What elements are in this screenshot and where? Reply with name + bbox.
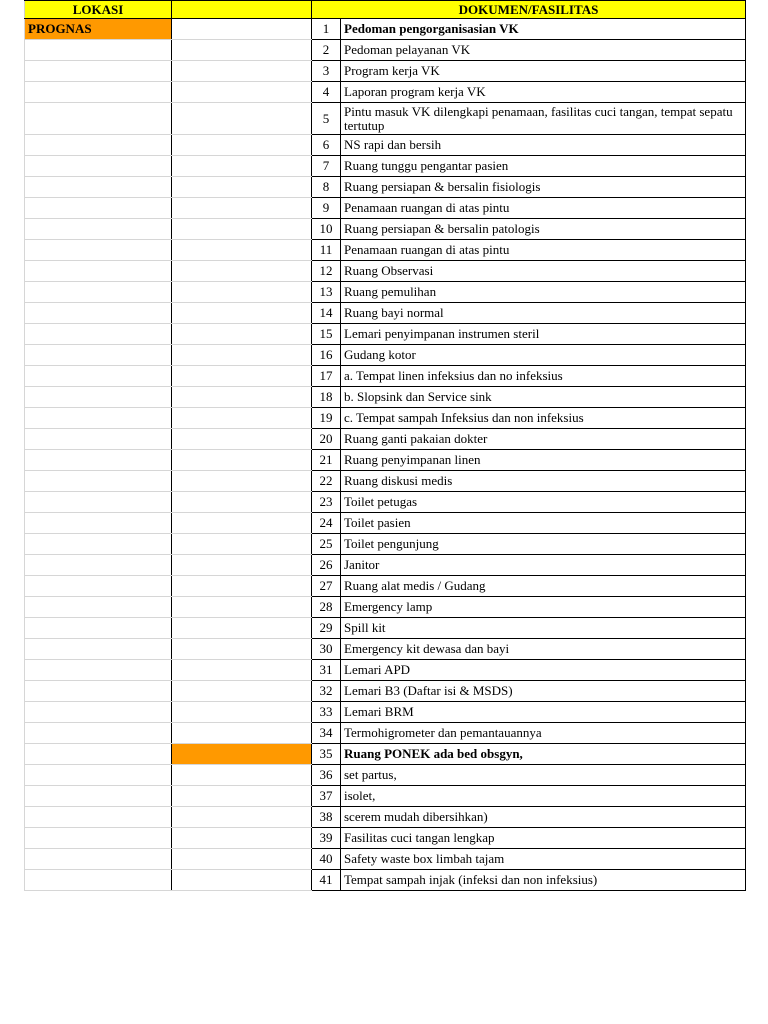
table-row — [25, 702, 746, 723]
facility-checklist-table — [24, 0, 746, 891]
cell-blank[interactable] — [172, 555, 312, 576]
cell-lokasi[interactable] — [25, 61, 172, 82]
cell-blank[interactable] — [172, 576, 312, 597]
table-row — [25, 744, 746, 765]
cell-dokumen[interactable]: Tempat sampah injak (infeksi dan non infeksius) — [341, 870, 746, 891]
cell-dokumen[interactable]: Pedoman pengorganisasian VK — [341, 19, 746, 40]
cell-blank[interactable] — [172, 408, 312, 429]
table-row — [25, 198, 746, 219]
cell-lokasi[interactable] — [25, 198, 172, 219]
cell-dokumen[interactable]: Ruang diskusi medis — [341, 471, 746, 492]
header-row — [25, 1, 746, 19]
cell-dokumen[interactable]: Pintu masuk VK dilengkapi penamaan, fasilitas cuci tangan, tempat sepatu tertutup — [341, 103, 746, 135]
table-row — [25, 40, 746, 61]
cell-blank[interactable] — [172, 19, 312, 40]
cell-blank[interactable] — [172, 450, 312, 471]
cell-lokasi[interactable] — [25, 744, 172, 765]
cell-lokasi[interactable] — [25, 492, 172, 513]
spreadsheet — [24, 0, 745, 891]
table-row — [25, 408, 746, 429]
table-row — [25, 219, 746, 240]
cell-dokumen[interactable]: scerem mudah dibersihkan) — [341, 807, 746, 828]
table-row — [25, 135, 746, 156]
cell-blank[interactable] — [172, 807, 312, 828]
cell-blank[interactable] — [172, 786, 312, 807]
cell-dokumen[interactable]: Termohigrometer dan pemantauannya — [341, 723, 746, 744]
cell-dokumen[interactable]: Toilet petugas — [341, 492, 746, 513]
cell-blank[interactable] — [172, 660, 312, 681]
cell-lokasi[interactable] — [25, 849, 172, 870]
cell-dokumen[interactable]: Penamaan ruangan di atas pintu — [341, 240, 746, 261]
cell-number[interactable]: 18 — [312, 387, 341, 408]
cell-dokumen[interactable]: Ruang tunggu pengantar pasien — [341, 156, 746, 177]
cell-number[interactable]: 29 — [312, 618, 341, 639]
table-row — [25, 303, 746, 324]
table-row — [25, 82, 746, 103]
cell-number[interactable]: 30 — [312, 639, 341, 660]
cell-lokasi[interactable] — [25, 429, 172, 450]
cell-dokumen[interactable]: Emergency kit dewasa dan bayi — [341, 639, 746, 660]
cell-blank[interactable] — [172, 82, 312, 103]
cell-number[interactable]: 3 — [312, 61, 341, 82]
cell-number[interactable]: 23 — [312, 492, 341, 513]
cell-lokasi[interactable] — [25, 40, 172, 61]
cell-dokumen[interactable]: Lemari BRM — [341, 702, 746, 723]
cell-blank[interactable] — [172, 681, 312, 702]
cell-dokumen[interactable]: Ruang alat medis / Gudang — [341, 576, 746, 597]
cell-blank[interactable] — [172, 828, 312, 849]
cell-blank[interactable] — [172, 849, 312, 870]
cell-blank[interactable] — [172, 324, 312, 345]
cell-dokumen[interactable]: Lemari APD — [341, 660, 746, 681]
cell-blank[interactable] — [172, 61, 312, 82]
cell-blank[interactable] — [172, 765, 312, 786]
cell-lokasi[interactable] — [25, 366, 172, 387]
cell-number[interactable]: 25 — [312, 534, 341, 555]
cell-blank[interactable] — [172, 303, 312, 324]
cell-lokasi[interactable] — [25, 765, 172, 786]
cell-blank[interactable] — [172, 135, 312, 156]
cell-lokasi[interactable] — [25, 471, 172, 492]
cell-number[interactable]: 12 — [312, 261, 341, 282]
cell-number[interactable]: 14 — [312, 303, 341, 324]
table-row — [25, 19, 746, 40]
cell-blank[interactable] — [172, 387, 312, 408]
cell-number[interactable]: 40 — [312, 849, 341, 870]
cell-blank[interactable] — [172, 219, 312, 240]
cell-dokumen[interactable]: Gudang kotor — [341, 345, 746, 366]
cell-number[interactable]: 6 — [312, 135, 341, 156]
cell-dokumen[interactable]: Ruang pemulihan — [341, 282, 746, 303]
cell-lokasi[interactable] — [25, 723, 172, 744]
cell-lokasi[interactable] — [25, 82, 172, 103]
table-row — [25, 639, 746, 660]
cell-lokasi[interactable] — [25, 240, 172, 261]
cell-number[interactable]: 27 — [312, 576, 341, 597]
table-row — [25, 61, 746, 82]
table-row — [25, 513, 746, 534]
cell-lokasi[interactable] — [25, 555, 172, 576]
cell-blank[interactable] — [172, 240, 312, 261]
cell-dokumen[interactable]: Fasilitas cuci tangan lengkap — [341, 828, 746, 849]
cell-blank[interactable] — [172, 177, 312, 198]
cell-blank[interactable] — [172, 702, 312, 723]
table-row — [25, 828, 746, 849]
cell-dokumen[interactable]: c. Tempat sampah Infeksius dan non infeksius — [341, 408, 746, 429]
table-row — [25, 156, 746, 177]
cell-number[interactable]: 2 — [312, 40, 341, 61]
cell-dokumen[interactable]: Pedoman pelayanan VK — [341, 40, 746, 61]
cell-lokasi[interactable] — [25, 618, 172, 639]
table-row — [25, 177, 746, 198]
cell-lokasi[interactable] — [25, 282, 172, 303]
cell-blank[interactable] — [172, 870, 312, 891]
cell-lokasi[interactable] — [25, 513, 172, 534]
cell-number[interactable]: 32 — [312, 681, 341, 702]
cell-blank[interactable] — [172, 345, 312, 366]
cell-number[interactable]: 19 — [312, 408, 341, 429]
table-row — [25, 261, 746, 282]
cell-blank[interactable] — [172, 282, 312, 303]
cell-blank[interactable] — [172, 471, 312, 492]
cell-dokumen[interactable]: Ruang persiapan & bersalin patologis — [341, 219, 746, 240]
table-row — [25, 555, 746, 576]
cell-number[interactable]: 35 — [312, 744, 341, 765]
cell-lokasi[interactable] — [25, 828, 172, 849]
cell-number[interactable]: 36 — [312, 765, 341, 786]
cell-lokasi[interactable]: PROGNAS — [25, 19, 172, 40]
cell-dokumen[interactable]: a. Tempat linen infeksius dan no infeksius — [341, 366, 746, 387]
cell-lokasi[interactable] — [25, 103, 172, 135]
table-row — [25, 103, 746, 135]
cell-number[interactable]: 31 — [312, 660, 341, 681]
cell-dokumen[interactable]: Janitor — [341, 555, 746, 576]
cell-dokumen[interactable]: Ruang ganti pakaian dokter — [341, 429, 746, 450]
cell-blank[interactable] — [172, 597, 312, 618]
table-row — [25, 786, 746, 807]
cell-number[interactable]: 9 — [312, 198, 341, 219]
table-row — [25, 345, 746, 366]
table-row — [25, 450, 746, 471]
cell-dokumen[interactable]: b. Slopsink dan Service sink — [341, 387, 746, 408]
cell-blank[interactable] — [172, 156, 312, 177]
table-row — [25, 324, 746, 345]
table-row — [25, 723, 746, 744]
cell-blank[interactable] — [172, 198, 312, 219]
cell-lokasi[interactable] — [25, 807, 172, 828]
cell-lokasi[interactable] — [25, 870, 172, 891]
cell-blank[interactable] — [172, 40, 312, 61]
cell-dokumen[interactable]: set partus, — [341, 765, 746, 786]
header-blank[interactable] — [172, 1, 312, 19]
cell-dokumen[interactable]: Safety waste box limbah tajam — [341, 849, 746, 870]
cell-lokasi[interactable] — [25, 786, 172, 807]
cell-blank[interactable] — [172, 744, 312, 765]
cell-lokasi[interactable] — [25, 597, 172, 618]
cell-number[interactable]: 8 — [312, 177, 341, 198]
cell-lokasi[interactable] — [25, 408, 172, 429]
table-row — [25, 282, 746, 303]
cell-number[interactable]: 33 — [312, 702, 341, 723]
table-row — [25, 471, 746, 492]
cell-blank[interactable] — [172, 261, 312, 282]
table-row — [25, 366, 746, 387]
cell-number[interactable]: 38 — [312, 807, 341, 828]
cell-number[interactable]: 34 — [312, 723, 341, 744]
cell-number[interactable]: 1 — [312, 19, 341, 40]
table-row — [25, 870, 746, 891]
cell-dokumen[interactable]: Ruang penyimpanan linen — [341, 450, 746, 471]
table-row — [25, 849, 746, 870]
table-row — [25, 240, 746, 261]
cell-blank[interactable] — [172, 723, 312, 744]
cell-number[interactable]: 10 — [312, 219, 341, 240]
header-lokasi[interactable]: LOKASI — [25, 1, 172, 19]
cell-dokumen[interactable]: Laporan program kerja VK — [341, 82, 746, 103]
cell-number[interactable]: 7 — [312, 156, 341, 177]
cell-dokumen[interactable]: isolet, — [341, 786, 746, 807]
cell-lokasi[interactable] — [25, 156, 172, 177]
cell-lokasi[interactable] — [25, 219, 172, 240]
cell-number[interactable]: 24 — [312, 513, 341, 534]
cell-dokumen[interactable]: Toilet pengunjung — [341, 534, 746, 555]
cell-lokasi[interactable] — [25, 702, 172, 723]
cell-number[interactable]: 5 — [312, 103, 341, 135]
cell-number[interactable]: 37 — [312, 786, 341, 807]
cell-dokumen[interactable]: Lemari B3 (Daftar isi & MSDS) — [341, 681, 746, 702]
cell-number[interactable]: 39 — [312, 828, 341, 849]
cell-dokumen[interactable]: Ruang persiapan & bersalin fisiologis — [341, 177, 746, 198]
cell-blank[interactable] — [172, 513, 312, 534]
cell-number[interactable]: 28 — [312, 597, 341, 618]
table-row — [25, 618, 746, 639]
cell-lokasi[interactable] — [25, 660, 172, 681]
cell-dokumen[interactable]: Toilet pasien — [341, 513, 746, 534]
cell-lokasi[interactable] — [25, 387, 172, 408]
table-row — [25, 492, 746, 513]
cell-number[interactable]: 20 — [312, 429, 341, 450]
table-row — [25, 597, 746, 618]
cell-lokasi[interactable] — [25, 576, 172, 597]
cell-lokasi[interactable] — [25, 534, 172, 555]
cell-blank[interactable] — [172, 103, 312, 135]
cell-blank[interactable] — [172, 492, 312, 513]
cell-dokumen[interactable]: Ruang bayi normal — [341, 303, 746, 324]
cell-dokumen[interactable]: Penamaan ruangan di atas pintu — [341, 198, 746, 219]
table-row — [25, 765, 746, 786]
cell-number[interactable]: 11 — [312, 240, 341, 261]
cell-dokumen[interactable]: Lemari penyimpanan instrumen steril — [341, 324, 746, 345]
cell-dokumen[interactable]: NS rapi dan bersih — [341, 135, 746, 156]
cell-dokumen[interactable]: Spill kit — [341, 618, 746, 639]
cell-blank[interactable] — [172, 618, 312, 639]
cell-lokasi[interactable] — [25, 177, 172, 198]
table-row — [25, 534, 746, 555]
cell-lokasi[interactable] — [25, 261, 172, 282]
cell-number[interactable]: 26 — [312, 555, 341, 576]
header-dokumen[interactable]: DOKUMEN/FASILITAS — [312, 1, 746, 19]
cell-lokasi[interactable] — [25, 135, 172, 156]
cell-blank[interactable] — [172, 366, 312, 387]
table-row — [25, 387, 746, 408]
cell-dokumen[interactable]: Ruang Observasi — [341, 261, 746, 282]
table-row — [25, 576, 746, 597]
cell-dokumen[interactable]: Emergency lamp — [341, 597, 746, 618]
table-row — [25, 807, 746, 828]
cell-number[interactable]: 41 — [312, 870, 341, 891]
table-row — [25, 660, 746, 681]
cell-lokasi[interactable] — [25, 450, 172, 471]
cell-dokumen[interactable]: Ruang PONEK ada bed obsgyn, — [341, 744, 746, 765]
cell-dokumen[interactable]: Program kerja VK — [341, 61, 746, 82]
table-row — [25, 681, 746, 702]
cell-lokasi[interactable] — [25, 303, 172, 324]
cell-number[interactable]: 21 — [312, 450, 341, 471]
cell-blank[interactable] — [172, 429, 312, 450]
cell-number[interactable]: 17 — [312, 366, 341, 387]
cell-lokasi[interactable] — [25, 639, 172, 660]
cell-number[interactable]: 22 — [312, 471, 341, 492]
cell-lokasi[interactable] — [25, 345, 172, 366]
cell-lokasi[interactable] — [25, 681, 172, 702]
cell-number[interactable]: 13 — [312, 282, 341, 303]
cell-blank[interactable] — [172, 534, 312, 555]
cell-blank[interactable] — [172, 639, 312, 660]
cell-number[interactable]: 15 — [312, 324, 341, 345]
cell-number[interactable]: 4 — [312, 82, 341, 103]
cell-lokasi[interactable] — [25, 324, 172, 345]
cell-number[interactable]: 16 — [312, 345, 341, 366]
table-row — [25, 429, 746, 450]
